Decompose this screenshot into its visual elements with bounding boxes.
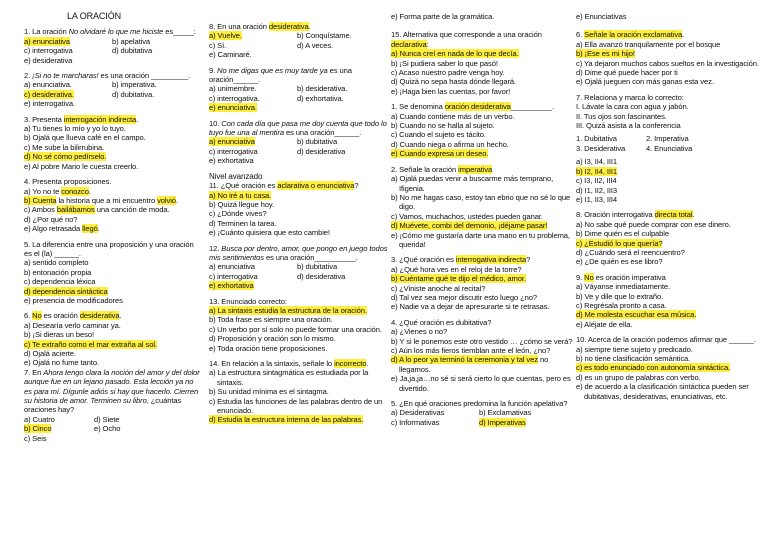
answer-highlight: b) ¡Ese es mi hijo! [576,49,635,59]
option-d: d) Terminen la tarea. [209,218,277,228]
option-a [24,187,200,196]
option-d: d) desiderativa [297,146,346,156]
answer-highlight: b) [24,195,33,205]
question-b3 [391,255,573,311]
keyword-highlight: imperativa [458,164,493,174]
answer-highlight: d) A lo peor ya terminó la ceremonia y [391,355,517,365]
keyword-highlight: desiderativa [268,22,309,31]
statement-iii: III. Quizá asista a la conferencia [576,121,681,131]
question-13-text: 13. Enunciado correcto: [209,296,287,306]
option-c: c) ¿Dónde vives? [209,209,267,219]
option-c: c) dependencia léxica [24,277,96,287]
option-e: e) presencia de modificadores [24,295,123,305]
q-text: 7. En [24,367,44,377]
answer-highlight: d) Me molesta escuchar esa música. [576,310,697,320]
option-a [391,49,573,58]
option-b: b) imperativa. [112,80,157,90]
option-c: c) Me sube la bilirrubina. [24,142,105,152]
q-text: 3. ¿Qué oración es [391,255,456,265]
opt-text: e) Algo retrasada [24,224,83,234]
q-text: . [682,30,685,40]
option-a: a) enunciativa [209,262,255,272]
question-10 [209,119,389,166]
question-10-text [209,119,389,138]
option-b [576,167,766,176]
option-b [24,196,200,205]
option-b: b) Conquístame. [297,31,352,41]
question-b1 [391,102,573,158]
question-12-text [209,244,389,263]
option-d: d) Dime qué puede hacer por ti [576,68,678,78]
answer-highlight: d) Muévete, combi del demonio, ¡déjame pasar! [391,221,548,231]
q-text: . [366,359,369,368]
q-italic: No me digas que es muy tarde ya [217,65,328,75]
option-c: c) interrogativa [209,146,258,156]
q-text: ? [354,181,359,191]
question-6 [24,311,200,367]
question-2 [24,71,200,109]
option-d: d) Siete [94,414,120,424]
q-italic: No olvidaré lo que me hiciste [68,27,164,37]
option-b: b) desiderativa. [297,84,348,94]
column-1 [24,12,200,443]
q-text: 15. Alternativa que corresponde a una oración [391,30,542,40]
option-e: e) Caminaré. [209,50,252,60]
option-d: d) Tal vez sea mejor discutir esto luego ¿no? [391,292,538,302]
question-b2-text [391,165,573,174]
question-1-text [24,27,200,36]
question-b5 [391,399,573,427]
keyword-highlight: interrogativa indirecta [455,255,527,265]
keyword-highlight: aclarativa o enunciativa [277,181,355,191]
question-b1-text [391,102,573,111]
option-e: e) Forma parte de la gramática. [391,12,495,21]
option-b: b) Y si le ponemos este otro vestido … ¿cómo se verá? [391,336,573,346]
answer-highlight: a) La sintaxis estudia la estructura de la oración. [209,305,367,315]
q-text: ? [526,255,531,265]
question-13 [209,297,389,353]
option-e: e) Aléjate de ella. [576,319,633,329]
q-text: 9. [576,272,585,282]
q-text: 11. ¿Qué oración es [209,181,278,191]
q-text: . [136,114,139,124]
option-e: e) Al pobre Mario le cuesta creerlo. [24,161,139,171]
question-8 [209,22,389,60]
question-b10-text: 10. Acerca de la oración podemos afirmar que ______. [576,335,756,345]
option-a [209,191,389,200]
answer-highlight: d) Estudia la estructura interna de las palabras. [209,415,364,425]
option-e: e) Nadie va a dejar de apresurarte si te retrasas. [391,302,550,312]
option-d: d) Quizá no sepa hasta dónde llegará. [391,77,517,87]
q-italic: . Esta lección ya no es para mí [24,377,194,396]
q-text: : [426,39,429,49]
keyword-highlight: Cuenta [32,195,57,205]
option-a [209,306,389,315]
option-a: a) enunciativa. [24,80,72,90]
option-d: d) es un grupo de palabras con verbo. [576,372,701,382]
option-a: a) I3, II4, III1 [576,157,618,167]
question-7-text [24,368,200,415]
option-d: d) dubitativa. [112,89,155,99]
answer-highlight: b) I2, II4, III1 [576,166,618,176]
opt-text: c) Ambos [24,205,57,215]
q-text: 12. [209,243,222,253]
q-italic: ¡Si no te marcharas! [32,71,99,81]
answer-highlight: a) Nunca creí en nada de lo que decía. [391,49,519,59]
question-b8-text [576,210,766,219]
option-c [24,205,200,214]
option-b: b) Exclamativas [479,408,532,418]
option-b: b) Ojalá que llueva café en el campo. [24,133,146,143]
question-b5-text: 5. ¿En qué oraciones predomina la función apelativa? [391,399,568,409]
option-b: b) no tiene clasificación semántica. [576,354,691,363]
option-e: e) ¡Cuánto quisiera que esto cambie! [209,228,330,238]
option-b [391,274,573,283]
answer-highlight: d) Imperativas [479,417,526,427]
question-3 [24,115,200,171]
question-b3-text [391,255,573,264]
option-e: e) interrogativa. [24,99,76,109]
question-11-text [209,181,389,190]
answer-highlight: b) Cinco [24,424,52,434]
option-b: b) ¡Si dieras un beso! [24,330,94,340]
option-c: c) interrogativa. [209,93,260,103]
question-b7 [576,93,766,204]
option-b: b) Dime quién es el culpable [576,229,670,239]
option-e: e) Ojalá jueguen con más ganas esta vez. [576,77,714,87]
option-e [209,281,297,290]
question-4 [24,177,200,233]
answer-highlight: c) es todo enunciado con autonomía sintáctica. [576,363,731,373]
option-b: b) dubitativa [297,137,338,147]
q-italic: Con cada día que pasa me doy cuenta que todo lo tuyo fue una al mentira [209,118,387,138]
option-a [209,137,297,146]
question-3-text [24,115,200,124]
option-e: e) exhortativa [209,156,254,166]
option-a: a) La estructura sintagmática es estudiada por la sintaxis. [209,368,369,387]
option-b: b) Toda frase es siempre una oración. [209,315,333,325]
answer-highlight: d) dependencia sintáctica [24,286,108,296]
opt-text: . [175,195,178,205]
option-a: a) Tu tienes lo mío y yo lo tuyo. [24,124,126,134]
option-d: d) I1, II2, III3 [576,185,618,195]
column-3 [391,12,573,427]
option-b: b) Cuando no se halla al sujeto. [391,121,495,131]
question-9 [209,66,389,113]
question-b4 [391,318,573,393]
option-c [576,363,766,372]
option-e: e) Toda oración tiene proposiciones. [209,343,328,353]
option-e: e) I1, II3, III4 [576,194,618,204]
key-1: 1. Dubitativa [576,134,617,144]
question-b6 [576,30,766,86]
option-c: c) ¿Viniste anoche al recital? [391,283,486,293]
option-d [576,310,766,319]
option-c: c) Un verbo por sí solo no puede formar una oración. [209,324,382,334]
option-d [391,221,573,230]
q-italic: . Dígunle adiós si hay que hacerlo [58,386,170,396]
keyword-highlight: No [584,272,594,282]
keyword-highlight: interrogación indirecta [63,114,137,124]
question-14-text [209,359,389,368]
option-d [479,418,573,427]
q-text: . [119,311,122,321]
q-text: 8. En una oración [209,22,269,31]
q-italic: . Cierren su historia de amor [24,386,199,406]
keyword-highlight: tal vez [516,355,538,365]
question-b9 [576,273,766,329]
option-b: b) entonación propia [24,267,92,277]
question-5-text: 5. La diferencia entre una proposición y una oración es el (la) ______. [24,239,194,258]
option-d: d) Cuando niega o afirma un hecho. [391,139,509,149]
question-b2 [391,165,573,250]
opt-text: . [97,224,100,234]
option-b: b) dubitativa [297,262,338,272]
statement-ii: II. Tus ojos son fascinantes. [576,111,667,121]
q-text: 2. [24,71,33,81]
option-c: c) Seis [24,433,47,443]
q-text: 14. En relación a la sintaxis, señale lo [209,359,335,368]
option-d: d) ¿Cuándo será el reencuentro? [576,247,685,257]
option-d [24,287,200,296]
option-e [209,103,297,112]
option-c: c) Informativas [391,417,440,427]
q-text: 9. [209,65,218,75]
q-italic: Busca por dentro, amor, que pongo en juego todos mis sentimientos [209,243,388,262]
keyword-highlight: desiderativa [79,311,120,321]
option-d [24,152,200,161]
answer-highlight: c) desiderativa. [24,89,74,99]
answer-highlight: a) enunciativa [24,36,70,46]
question-11 [209,181,389,237]
key-3: 3. Desiderativa [576,143,626,153]
answer-highlight: d) No sé cómo pedírselo. [24,152,107,162]
option-d [209,415,389,424]
column-4 [576,12,766,401]
answer-highlight: a) enunciativa [209,137,255,147]
q-text: es una oración______. [209,65,352,85]
option-a: a) ¿Qué hora ves en el reloj de la torre? [391,264,522,274]
keyword-highlight: directa total [654,210,693,220]
opt-text: . [88,186,91,196]
question-7 [24,368,200,443]
option-a [209,31,297,40]
option-b [24,424,94,433]
keyword-highlight: oración desiderativa [444,102,511,112]
option-b: b) Quizá llegue hoy. [209,199,274,209]
option-c: c) interrogativa [209,271,258,281]
option-c: c) Acaso nuestro padre venga hoy. [391,68,505,78]
q-text: es oración [41,311,80,321]
option-e: e) Ocho [94,424,121,434]
question-b7-text: 7. Relaciona y marca lo correcto: [576,92,684,102]
option-a: a) Cuatro [24,414,55,424]
question-12 [209,244,389,291]
option-e: e) Ja,ja,ja…no sé si será cierto lo que cuentas, pero es divertido. [391,374,571,393]
option-b: b) No me hagas caso, estoy tan ebrio que no sé lo que digo. [391,192,571,212]
question-8-text [209,22,389,31]
option-d: d) A veces. [297,40,334,50]
option-a: a) ¿Vienes o no? [391,327,448,337]
q-text: 2. Señale la oración [391,164,459,174]
option-d: d) Proposición y oración son lo mismo. [209,334,336,344]
option-d: d) Ojalá acierte. [24,349,76,358]
q-text: 3. Presenta [24,114,64,124]
q-text: es una oración__________. [263,252,358,262]
option-d: d) exhortativa. [297,93,344,103]
page-title: LA ORACIÓN [66,11,121,21]
question-6-text [24,311,200,320]
option-e: e) ¡Haga bien las cuentas, por favor! [391,86,511,96]
option-a: a) sentido completo [24,258,89,268]
statement-i: I. Lávate la cara con agua y jabón. [576,102,689,112]
q-text: __________. [510,102,555,112]
option-c [24,340,200,349]
option-b: b) Ve y dile que lo extraño. [576,291,664,301]
option-a: a) Ojalá puedas venir a buscarme más temprano, Ifigenia. [391,174,554,193]
option-a: a) unimembre. [209,84,257,94]
option-a: a) No sabe qué puede comprar con ese dinero. [576,219,731,229]
question-15 [391,30,573,96]
option-c: c) Estudia las funciones de las palabras dentro de un enunciado. [209,396,383,416]
option-e [391,149,573,158]
option-a: a) siempre tiene sujeto y predicado. [576,344,693,354]
question-b8 [576,210,766,266]
answer-highlight: b) Cuéntame qué te dijo el médico, amor. [391,274,526,284]
option-e: e) de acuerdo a la clasificación sintáctica pueden ser dubitativas, desiderativas, enunciativas, etc. [576,382,749,401]
option-c: c) Sí. [209,40,227,50]
option-c [24,90,112,99]
q-text: 6. [24,311,33,321]
q-text: . [308,22,311,31]
question-15-text [391,30,573,49]
q-text: es oración imperativa [593,272,666,282]
opt-text: una canción de moda. [94,205,170,215]
key-2: 2. Imperativa [646,134,689,144]
option-b: b) Su unidad mínima es el sintagma. [209,387,329,397]
opt-text: a) Yo no te [24,186,62,196]
q-text: 1. Se denomina [391,102,445,112]
answer-highlight: e) exhortativa [209,281,254,291]
opt-text: no llegamos. [399,355,549,374]
keyword-highlight: No [32,311,42,321]
question-b6-text [576,30,766,39]
option-a: a) Desearía verlo caminar ya. [24,320,121,330]
option-e: e) Enunciativas [576,12,627,21]
q-text: , ¿cuántas oraciones hay? [24,396,182,415]
keyword-highlight: bailábamos [56,205,95,215]
option-d: d) ¿Por qué no? [24,214,78,224]
option-a [24,37,112,46]
answer-highlight: c) ¿Estudió lo que quería? [576,238,663,248]
keyword-highlight: incorrecto [334,359,367,368]
option-e: e) desiderativa [24,55,73,65]
keyword-highlight: llegó [82,224,98,234]
answer-highlight: a) No iré a tu casa. [209,190,272,200]
answer-highlight: c) Te extraño como el mar extraña al sol. [24,339,157,349]
question-9-text [209,66,389,85]
option-a: a) Cuando contiene más de un verbo. [391,111,515,121]
option-e [24,224,200,233]
option-c: c) interrogativa [24,46,73,56]
q-text: 6. [576,30,585,40]
option-e: e) Ojalá no fume tanto. [24,358,99,368]
opt-text: la historia que a mi encuentro [56,195,158,205]
q-text: es una oración______. [283,128,362,138]
column-2 [209,22,389,425]
question-14 [209,359,389,425]
option-d: d) desiderativa [297,271,346,281]
option-b [576,49,766,58]
option-b: b) ¡Si pudiera saber lo que pasó! [391,58,498,68]
q-text: es_____: [163,27,196,37]
q-text: . [692,210,695,220]
q-italic: Ahora tengo clara la noción del amor y del dolor aunque fue en un lejano pasado [24,367,200,387]
q-text: es una oración _________. [98,71,191,81]
option-c: c) Cuando el sujeto es tácito. [391,130,486,140]
question-5 [24,240,200,306]
question-b10 [576,335,766,401]
key-4: 4. Enunciativa [646,143,693,153]
keyword-highlight: declarativa [391,39,427,49]
option-c: c) I3, II2, III4 [576,176,617,186]
option-a: a) Desiderativas [391,408,445,418]
q-italic: . Terminen su libro [86,396,147,406]
q-text: 1. La oración [24,27,69,37]
option-e: e) ¿De quién es ese libro? [576,257,663,267]
option-c: c) Aún los más fieros tiemblan ante el león, ¿no? [391,346,551,355]
option-c: c) Ya dejaron muchos cabos sueltos en la investigación. [576,58,759,68]
q-text: 8. Oración interrogativa [576,210,655,220]
option-e: e) ¡Cómo me gustaría darte una mano en tu problema, querida! [391,230,570,249]
answer-highlight: e) Cuando expresa un deseo. [391,149,489,159]
question-2-text [24,71,200,80]
option-c: c) Regrésala pronto a casa. [576,300,667,310]
option-a: a) Váyanse inmediatamente. [576,282,671,292]
keyword-highlight: volvió [157,195,176,205]
option-a: a) Ella avanzó tranquilamente por el bosque [576,39,721,49]
keyword-highlight: Señale la oración exclamativa [584,30,683,40]
option-b: b) apelativa [112,36,151,46]
option-d [391,355,573,374]
question-b4-text: 4. ¿Qué oración es dubitativa? [391,317,492,327]
question-b9-text [576,273,766,282]
option-c: c) Vamos, muchachos, ustedes pueden ganar. [391,211,543,221]
question-1 [24,27,200,65]
option-d: d) dubitativa [112,46,153,56]
answer-highlight: e) enunciativa. [209,103,257,113]
level-heading: Nivel avanzado [209,171,263,181]
question-4-text: 4. Presenta proposiciones. [24,177,112,187]
answer-highlight: a) Vuelve. [209,31,242,41]
keyword-highlight: conozco [61,186,89,196]
option-c [576,239,766,248]
q-text: 10. [209,118,222,128]
